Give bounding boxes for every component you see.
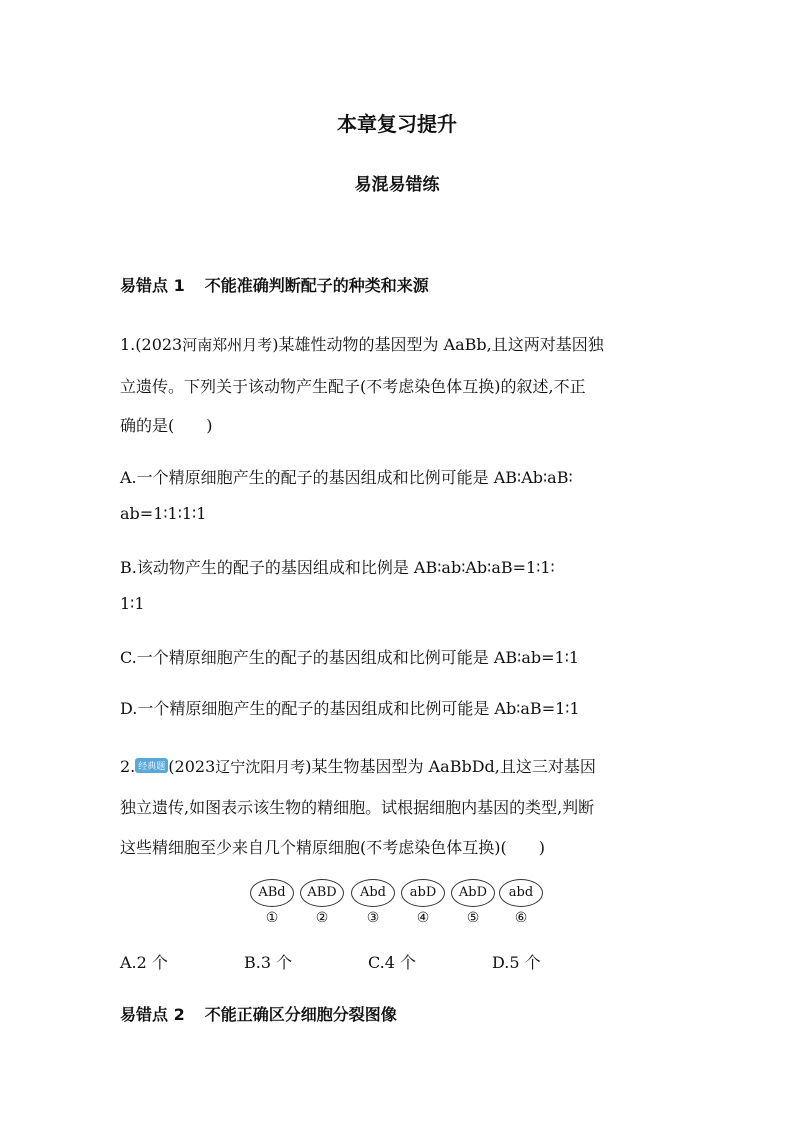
q1-option-c: C.一个精原细胞产生的配子的基因组成和比例可能是 AB∶ab=1∶1 <box>120 648 580 667</box>
sperm-cell: Abd <box>351 879 395 907</box>
classic-question-badge: 经典题 <box>135 758 168 773</box>
q1-option-a: A.一个精原细胞产生的配子的基因组成和比例可能是 AB∶Ab∶aB∶ <box>120 468 573 487</box>
cell-number: ① <box>265 910 279 926</box>
sperm-cell: ABd <box>250 879 294 907</box>
cell-number: ④ <box>416 910 430 926</box>
section-heading-2 <box>120 1002 397 1025</box>
q2-number: 2. <box>120 757 136 776</box>
q1-option-d: D.一个精原细胞产生的配子的基因组成和比例可能是 Ab∶aB=1∶1 <box>120 699 580 718</box>
q1-source: 河南郑州月考 <box>182 336 273 354</box>
q1-line-3: 确的是( ) <box>120 416 213 435</box>
cell-number: ⑥ <box>514 910 528 926</box>
q2-line-2: 独立遗传,如图表示该生物的精细胞。试根据细胞内基因的类型,判断 <box>120 798 595 817</box>
q2-line-3: 这些精细胞至少来自几个精原细胞(不考虑染色体互换)( ) <box>120 838 545 857</box>
q2-option-a: A.2 个 <box>120 953 168 972</box>
q2-option-c: C.4 个 <box>368 953 417 972</box>
q1-prefix: 1.(2023 <box>120 335 183 354</box>
sperm-cell: AbD <box>451 879 495 907</box>
q1-line-1 <box>120 332 604 355</box>
cell-number: ③ <box>366 910 380 926</box>
q2-option-d: D.5 个 <box>492 953 541 972</box>
cell-number: ② <box>315 910 329 926</box>
q2-prefix: (2023 <box>168 757 216 776</box>
q1-option-b-cont: 1∶1 <box>120 594 145 613</box>
q1-option-b: B.该动物产生的配子的基因组成和比例是 AB∶ab∶Ab∶aB=1∶1∶ <box>120 558 555 577</box>
q1-line-2: 立遗传。下列关于该动物产生配子(不考虑染色体互换)的叙述,不正 <box>120 377 586 396</box>
sperm-cell: ABD <box>300 879 344 907</box>
q2-source: 辽宁沈阳月考 <box>215 758 306 776</box>
sperm-cell: abD <box>401 879 445 907</box>
q2-line-1 <box>120 754 596 777</box>
sperm-cell: abd <box>499 879 543 907</box>
section-label: 易错点 2 <box>120 1005 185 1024</box>
page-title: 本章复习提升 <box>337 112 457 136</box>
q2-option-b: B.3 个 <box>244 953 293 972</box>
page-subtitle: 易混易错练 <box>354 175 440 195</box>
section-heading-1 <box>120 273 429 296</box>
q2-stem: )某生物基因型为 AaBbDd,且这三对基因 <box>305 757 596 776</box>
section-text: 不能准确判断配子的种类和来源 <box>204 276 429 295</box>
q1-option-a-cont: ab=1∶1∶1∶1 <box>120 504 207 523</box>
cell-number: ⑤ <box>466 910 480 926</box>
section-text: 不能正确区分细胞分裂图像 <box>204 1005 397 1024</box>
q1-stem: )某雄性动物的基因型为 AaBb,且这两对基因独 <box>272 335 604 354</box>
section-label: 易错点 1 <box>120 276 185 295</box>
